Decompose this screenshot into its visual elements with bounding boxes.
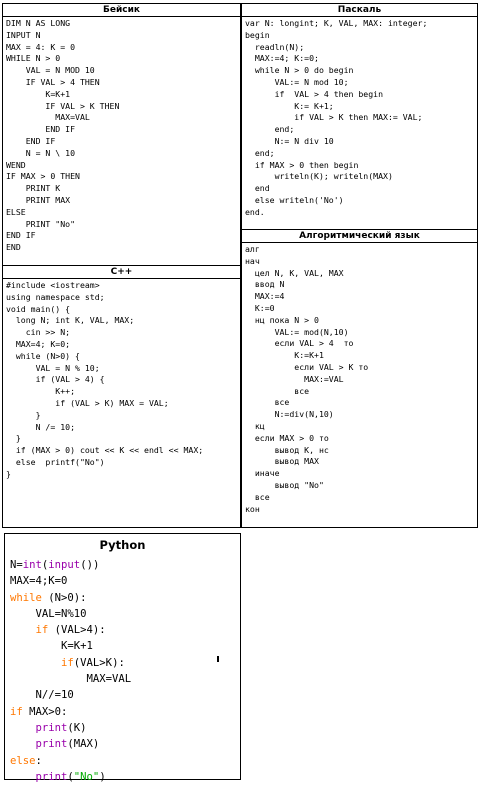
code-line: else printf("No")	[6, 456, 105, 467]
code-line: if (MAX > 0) cout << K << endl << MAX;	[6, 445, 204, 456]
code-token	[10, 657, 61, 669]
code-token	[10, 722, 36, 734]
code-line: IF VAL > K THEN	[6, 100, 120, 111]
code-token: print	[35, 738, 68, 751]
code-line: VAL = N % 10;	[6, 362, 100, 373]
code-line: begin	[245, 29, 270, 40]
code-token: else	[10, 754, 36, 767]
code-line: если MAX > 0 то	[245, 432, 329, 443]
code-token: (VAL>K):	[73, 656, 125, 669]
code-token	[10, 738, 36, 750]
code-line: cin >> N;	[6, 327, 71, 338]
code-token: (VAL>4):	[48, 624, 106, 637]
code-line: if VAL > 4 then begin	[245, 88, 384, 99]
code-token	[10, 624, 36, 636]
code-line: MAX:=4; K:=0;	[245, 53, 319, 64]
cpp-title: C++	[3, 266, 240, 279]
code-line: иначе	[245, 468, 280, 479]
code-line: END IF	[6, 124, 76, 135]
code-line: writeln(K); writeln(MAX)	[245, 171, 393, 182]
code-line: if (VAL > 4) {	[6, 374, 105, 385]
code-line: нач	[245, 255, 260, 266]
code-line: PRINT "No"	[6, 218, 76, 229]
code-line: K=K+1	[6, 88, 71, 99]
code-token: if	[61, 656, 74, 669]
python-title: Python	[99, 538, 146, 552]
code-line: if MAX > 0 then begin	[245, 159, 359, 170]
code-line: VAL:= N mod 10;	[245, 76, 349, 87]
code-line: все	[245, 385, 310, 396]
pascal-code	[242, 17, 477, 219]
pascal-title: Паскаль	[242, 4, 477, 17]
code-line: K:= K+1;	[245, 100, 334, 111]
code-line: #include <iostream>	[6, 280, 100, 290]
code-line: INPUT N	[6, 29, 41, 40]
code-line: все	[245, 397, 290, 408]
code-line: MAX = 4: K = 0	[6, 41, 76, 52]
code-line: if VAL > K then MAX:= VAL;	[245, 112, 423, 123]
code-line: кц	[245, 420, 265, 431]
code-line: long N; int K, VAL, MAX;	[6, 315, 135, 326]
code-line: DIM N AS LONG	[6, 18, 71, 28]
python-panel	[4, 533, 241, 783]
code-token: "No"	[73, 770, 100, 783]
code-token: input	[48, 559, 81, 571]
code-token: (	[41, 559, 49, 571]
code-token: (N>0):	[41, 591, 87, 604]
code-line: end;	[245, 124, 295, 135]
basic-title: Бейсик	[3, 4, 240, 17]
code-line: }	[6, 409, 41, 420]
code-line: END IF	[6, 135, 56, 146]
code-line: K:=0	[245, 302, 275, 313]
code-line: если VAL > 4 то	[245, 338, 354, 349]
code-token: ())	[80, 559, 100, 571]
algo-panel	[241, 229, 478, 528]
code-token: )	[99, 770, 106, 783]
code-line: MAX=VAL	[6, 112, 90, 123]
code-line: MAX:=VAL	[245, 373, 344, 384]
code-line: цел N, K, VAL, MAX	[245, 267, 344, 278]
code-line: WHILE N > 0	[6, 53, 61, 64]
code-line: END	[6, 242, 21, 253]
code-line: else writeln('No')	[245, 194, 344, 205]
code-line: вывод "No"	[245, 479, 324, 490]
code-line: while N > 0 do begin	[245, 65, 354, 76]
code-token: N=	[10, 559, 23, 571]
code-token: print	[35, 770, 68, 783]
pascal-panel	[241, 3, 478, 230]
code-token: VAL=N%10	[10, 607, 87, 620]
code-line: если VAL > K то	[245, 361, 369, 372]
code-line: while (N>0) {	[6, 350, 80, 361]
code-token: int	[22, 559, 42, 571]
code-line: кон	[245, 503, 260, 514]
code-line: }	[6, 433, 21, 444]
code-line: END IF	[6, 230, 36, 241]
code-token: if	[35, 624, 49, 637]
code-token: MAX=4;K=0	[10, 575, 68, 588]
code-line: IF VAL > 4 THEN	[6, 76, 100, 87]
code-token: if	[10, 705, 23, 718]
code-line: ELSE	[6, 206, 26, 217]
code-line: нц пока N > 0	[245, 314, 319, 325]
basic-code	[3, 17, 240, 254]
code-token: MAX>0:	[22, 705, 68, 718]
code-line: K++;	[6, 386, 76, 397]
code-line: }	[6, 468, 11, 479]
code-line: N = N \ 10	[6, 147, 76, 158]
code-line: N:= N div 10	[245, 135, 334, 146]
code-line: end	[245, 183, 270, 194]
code-line: VAL:= mod(N,10)	[245, 326, 349, 337]
code-line: var N: longint; K, VAL, MAX: integer;	[245, 18, 428, 28]
code-line: end;	[245, 147, 275, 158]
code-line: using namespace std;	[6, 291, 105, 302]
code-line: PRINT K	[6, 183, 61, 194]
code-line: все	[245, 491, 270, 502]
code-line: PRINT MAX	[6, 194, 71, 205]
python-code	[5, 556, 240, 785]
cpp-panel	[2, 265, 241, 528]
algo-code	[242, 243, 477, 515]
code-line: вывод K, нс	[245, 444, 329, 455]
mark	[217, 656, 219, 662]
basic-panel	[2, 3, 241, 266]
code-line: IF MAX > 0 THEN	[6, 171, 80, 182]
cpp-code	[3, 279, 240, 481]
code-line: N /= 10;	[6, 421, 76, 432]
code-token: while	[10, 591, 42, 604]
code-line: MAX:=4	[245, 291, 285, 302]
code-token: (	[67, 770, 74, 783]
code-line: void main() {	[6, 303, 71, 314]
code-line: MAX=4; K=0;	[6, 338, 71, 349]
code-line: end.	[245, 206, 265, 217]
code-line: VAL = N MOD 10	[6, 65, 95, 76]
code-line: N:=div(N,10)	[245, 409, 334, 420]
code-line: K:=K+1	[245, 350, 324, 361]
code-token	[10, 771, 36, 783]
code-line: if (VAL > K) MAX = VAL;	[6, 397, 169, 408]
code-line: алг	[245, 244, 260, 254]
code-token: (MAX)	[67, 738, 100, 751]
code-token: N//=10	[10, 689, 74, 702]
code-line: WEND	[6, 159, 26, 170]
code-line: ввод N	[245, 279, 285, 290]
algo-title: Алгоритмический язык	[242, 230, 477, 243]
code-token: K=K+1	[10, 640, 93, 653]
code-token: MAX=VAL	[10, 673, 132, 686]
code-token: :	[35, 754, 42, 767]
code-token: (K)	[67, 721, 87, 734]
code-line: readln(N);	[245, 41, 305, 52]
code-token: print	[35, 721, 68, 734]
code-line: вывод MAX	[245, 456, 319, 467]
